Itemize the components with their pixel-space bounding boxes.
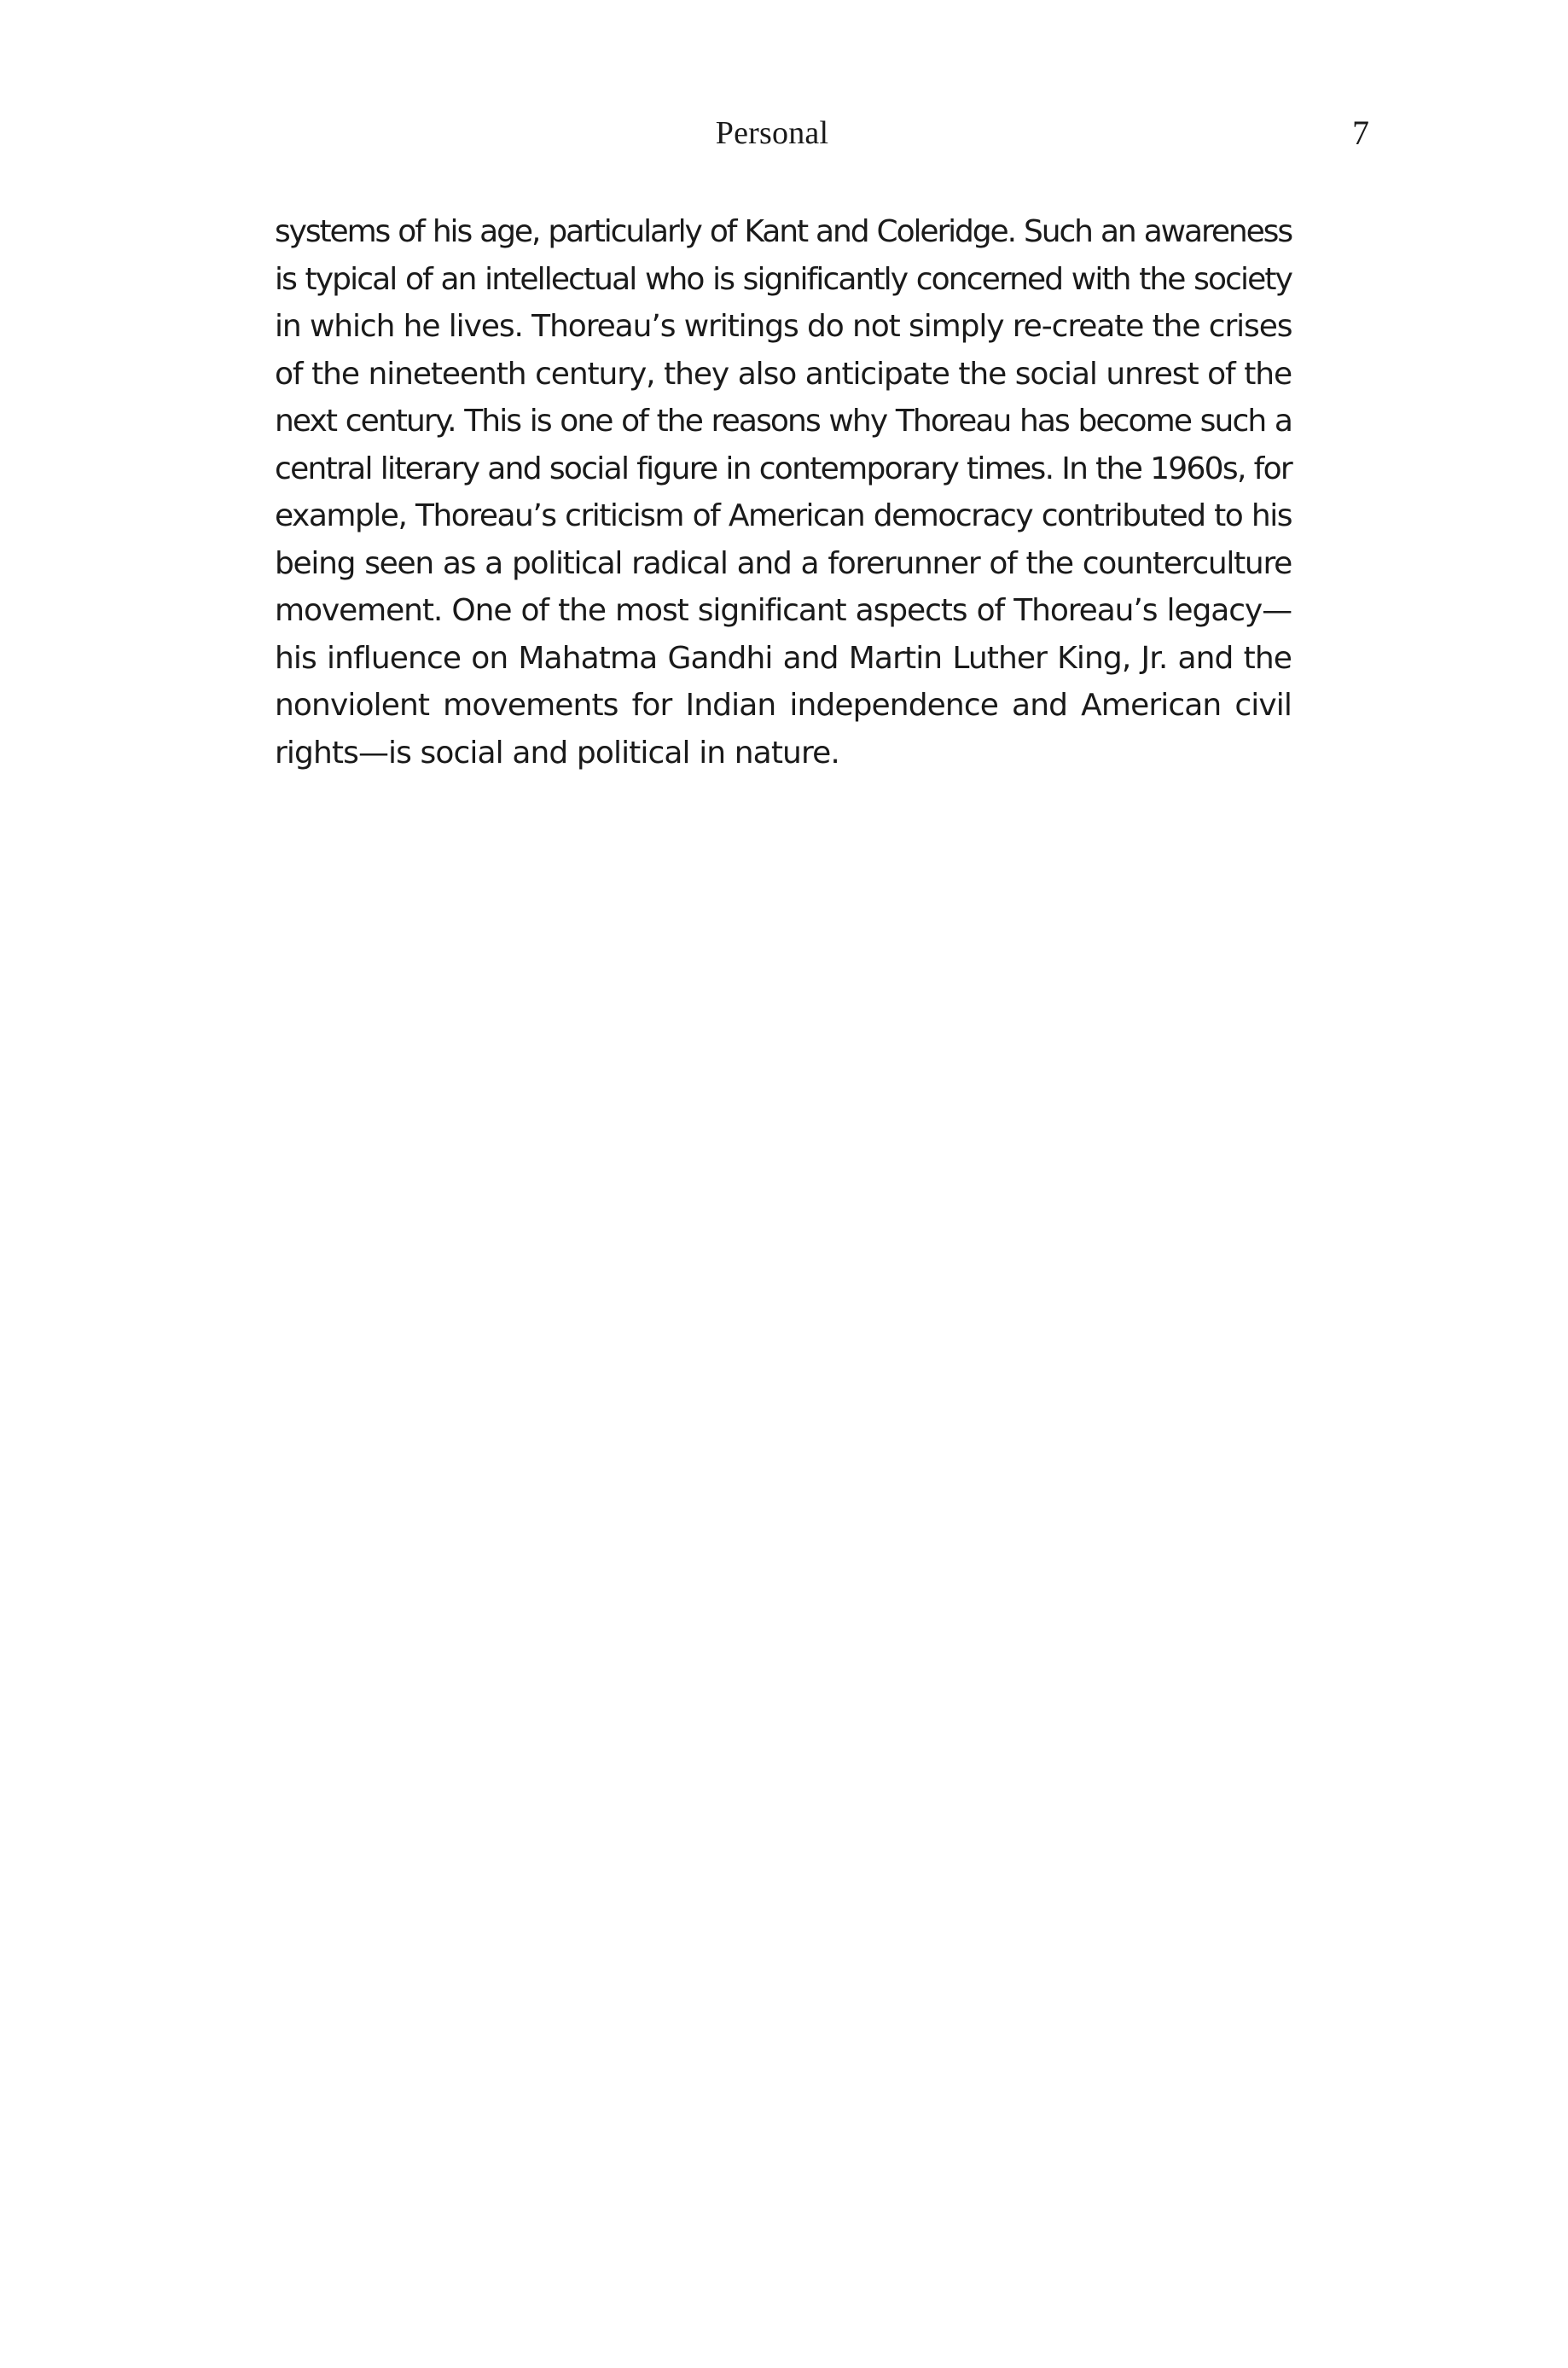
paragraph-line: central literary and social figure in contemporary times. In the 1960s, for: [275, 451, 1292, 486]
running-head: [0, 108, 1568, 159]
paragraph-line: his influence on Mahatma Gandhi and Martin Luther King, Jr. and the: [275, 640, 1292, 676]
paragraph-line: next century. This is one of the reasons why Thoreau has become such a: [275, 404, 1292, 439]
body-paragraph: [275, 208, 1292, 777]
paragraph-line: being seen as a political radical and a forerunner of the counterculture: [275, 545, 1292, 581]
paragraph-line: movement. One of the most significant aspects of Thoreau’s legacy—: [275, 593, 1292, 628]
paragraph-line: is typical of an intellectual who is significantly concerned with the society: [275, 261, 1292, 297]
page-number: 7: [1352, 113, 1369, 152]
paragraph-line: of the nineteenth century, they also anticipate the social unrest of the: [275, 356, 1292, 392]
running-title: Personal: [715, 115, 829, 151]
paragraph-line: rights—is social and political in nature.: [275, 735, 839, 771]
paragraph-line: example, Thoreau’s criticism of American democracy contributed to his: [275, 498, 1292, 533]
paragraph-line: systems of his age, particularly of Kant and Coleridge. Such an awareness: [275, 214, 1292, 249]
paragraph-line: in which he lives. Thoreau’s writings do not simply re-create the crises: [275, 309, 1292, 344]
paragraph-line: nonviolent movements for Indian independence and American civil: [275, 688, 1292, 723]
